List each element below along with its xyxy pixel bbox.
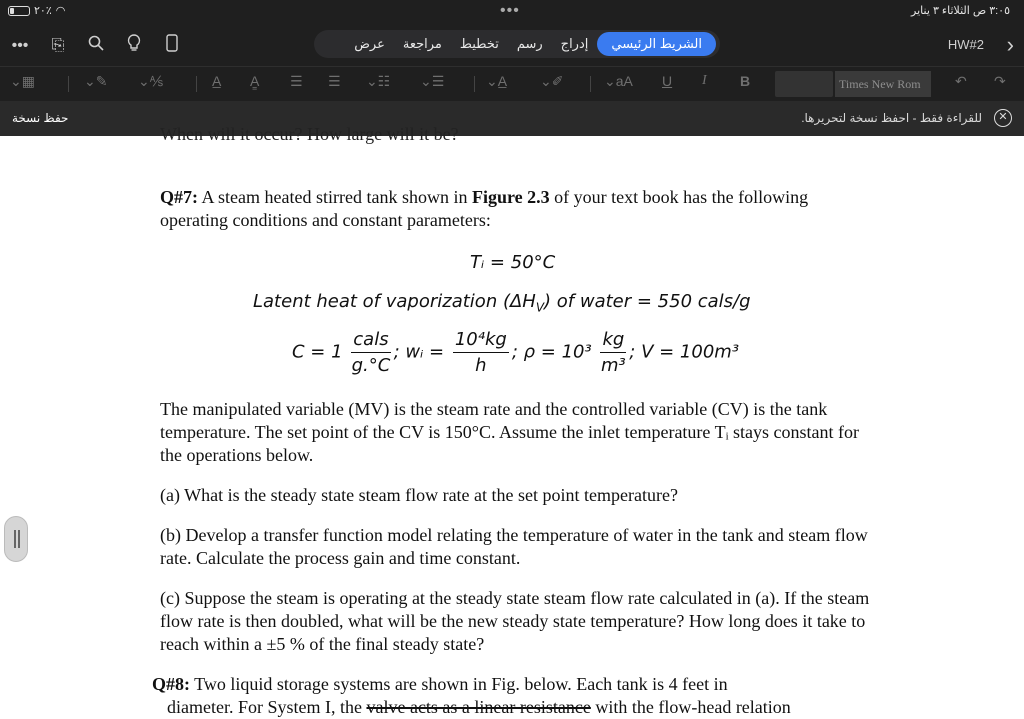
tab-insert[interactable]: إدراج bbox=[560, 36, 589, 51]
fraction-c-num: cals bbox=[351, 329, 390, 353]
tab-home[interactable]: الشريط الرئيسي bbox=[597, 32, 716, 56]
align-right-icon[interactable]: ☰ bbox=[290, 73, 303, 89]
grow-font-icon[interactable]: A̳ bbox=[250, 73, 260, 89]
tab-review[interactable]: مراجعة bbox=[402, 36, 442, 51]
question-7-text-cont: of your text book has the following operating conditions and constant parameters: bbox=[160, 187, 809, 230]
bold-icon[interactable]: B bbox=[740, 73, 751, 89]
cut-off-text-line: When will it occur? How large will it be? bbox=[160, 124, 459, 144]
side-panel-handle[interactable] bbox=[4, 516, 28, 562]
figure-reference: Figure 2.3 bbox=[471, 187, 550, 207]
struck-text: valve acts as a linear resistance bbox=[366, 697, 591, 717]
wifi-icon: ◠ bbox=[55, 5, 66, 17]
question-7c: (c) Suppose the steam is operating at the steady state steam flow rate calculated in (a). If the steam flow rate is then doubled, what will be the new steady state temperature? How long does it take to reach within a ±5 % of the final steady state? bbox=[160, 588, 870, 654]
tab-view[interactable]: عرض bbox=[354, 36, 385, 51]
font-size-icon[interactable]: ⌄aA bbox=[604, 73, 633, 89]
underline-icon[interactable]: U bbox=[662, 73, 673, 89]
formatting-toolbar bbox=[0, 66, 1024, 100]
highlight-color-icon[interactable]: ⌄✐ bbox=[540, 73, 564, 89]
font-color-icon[interactable]: ⌄A̲ bbox=[486, 73, 508, 89]
battery-percent: ٢٠٪ bbox=[34, 5, 52, 17]
battery-indicator bbox=[8, 4, 65, 17]
lightbulb-icon[interactable] bbox=[124, 34, 144, 57]
close-icon[interactable]: ✕ bbox=[994, 109, 1012, 127]
question-7-intro bbox=[160, 186, 872, 232]
font-name-box[interactable]: Times New Rom bbox=[835, 71, 931, 97]
fraction-c bbox=[351, 329, 390, 376]
italic-icon[interactable]: I bbox=[702, 73, 707, 88]
status-time: ٣:٠٥ ص الثلاثاء ٣ يناير bbox=[911, 5, 1010, 17]
align-left-icon[interactable]: ☰ bbox=[328, 73, 341, 89]
equation-latent-heat bbox=[253, 291, 751, 315]
question-8-text: Two liquid storage systems are shown in Fig. below. Each tank is 4 feet in bbox=[190, 674, 728, 694]
eq-c-left: C = 1 bbox=[292, 341, 343, 363]
divider bbox=[474, 76, 475, 92]
latent-heat-subscript: V bbox=[535, 300, 545, 315]
question-7b: (b) Develop a transfer function model relating the temperature of water in the tank and steam flow rate. Calculate the process gain and time constant. bbox=[160, 525, 868, 568]
question-8-line2-a: diameter. For System I, the bbox=[167, 697, 367, 717]
question-8-line2 bbox=[167, 696, 887, 719]
question-7-text: A steam heated stirred tank shown in bbox=[198, 187, 472, 207]
bullet-list-icon[interactable]: ⌄☰ bbox=[420, 73, 445, 89]
question-7-label: Q#7: bbox=[160, 187, 198, 207]
fraction-w bbox=[453, 329, 509, 376]
multitasking-dots-icon[interactable]: ••• bbox=[500, 2, 520, 19]
save-copy-button[interactable]: حفظ نسخة bbox=[12, 111, 69, 125]
equation-ti: Tᵢ = 50°C bbox=[470, 252, 556, 273]
styles-icon[interactable]: ⌄▦ bbox=[10, 73, 35, 89]
question-8-line2-b: with the flow-head relation bbox=[590, 697, 791, 717]
ribbon-tabs bbox=[314, 30, 720, 58]
numbered-list-icon[interactable]: ⌄☷ bbox=[366, 73, 391, 89]
battery-fill bbox=[10, 8, 14, 14]
eq-volume: ; V = 100m³ bbox=[629, 341, 740, 363]
undo-icon[interactable]: ↶ bbox=[955, 73, 967, 89]
battery-icon bbox=[8, 6, 30, 16]
fraction-w-den: h bbox=[475, 355, 487, 376]
ribbon-tab-row bbox=[0, 26, 1024, 64]
share-icon[interactable]: ⎘ bbox=[51, 36, 65, 54]
app-chrome bbox=[0, 0, 1024, 136]
status-bar bbox=[0, 0, 1024, 22]
divider bbox=[590, 76, 591, 92]
latent-heat-value: ) of water = 550 cals/g bbox=[544, 291, 751, 312]
readonly-notice-bar bbox=[0, 101, 1024, 136]
highlighter-icon[interactable]: ⌄✎ bbox=[84, 73, 108, 89]
back-chevron-icon[interactable]: › bbox=[1006, 32, 1014, 57]
document-title: HW#2 bbox=[947, 37, 984, 52]
fraction-rho-den: m³ bbox=[600, 355, 626, 376]
clear-formatting-icon[interactable]: ⌄⅍ bbox=[138, 73, 163, 89]
document-page[interactable] bbox=[0, 124, 1024, 717]
divider bbox=[68, 76, 69, 92]
more-icon[interactable]: ••• bbox=[11, 36, 29, 54]
fraction-rho bbox=[600, 329, 626, 376]
quick-actions bbox=[10, 34, 182, 57]
question-8-label: Q#8: bbox=[152, 674, 190, 694]
eq-rho-left: ; ρ = 10³ bbox=[511, 341, 592, 363]
font-size-box[interactable] bbox=[775, 71, 833, 97]
phone-view-icon[interactable] bbox=[162, 34, 182, 57]
search-icon[interactable] bbox=[86, 35, 106, 56]
question-8-intro bbox=[152, 673, 872, 696]
divider bbox=[196, 76, 197, 92]
question-7a: (a) What is the steady state steam flow rate at the set point temperature? bbox=[160, 485, 678, 505]
latent-heat-text: Latent heat of vaporization (ΔH bbox=[253, 291, 536, 312]
readonly-message: للقراءة فقط - احفظ نسخة لتحريرها. bbox=[801, 111, 982, 125]
equation-parameters bbox=[292, 329, 739, 376]
redo-icon[interactable]: ↷ bbox=[994, 73, 1006, 89]
tab-layout[interactable]: تخطيط bbox=[459, 36, 499, 51]
paragraph-mv-cv: The manipulated variable (MV) is the steam rate and the controlled variable (CV) is the tank temperature. The set point of the CV is 150°C. Assume the inlet temperature Tᵢ stays constant for the operations below. bbox=[160, 399, 860, 465]
fraction-w-num: 10⁴kg bbox=[453, 329, 509, 353]
tab-draw[interactable]: رسم bbox=[516, 36, 543, 51]
fraction-rho-num: kg bbox=[600, 329, 626, 353]
eq-w-left: ; wᵢ = bbox=[393, 341, 445, 363]
fraction-c-den: g.°C bbox=[351, 355, 391, 376]
shrink-font-icon[interactable]: A̲ bbox=[212, 73, 222, 89]
